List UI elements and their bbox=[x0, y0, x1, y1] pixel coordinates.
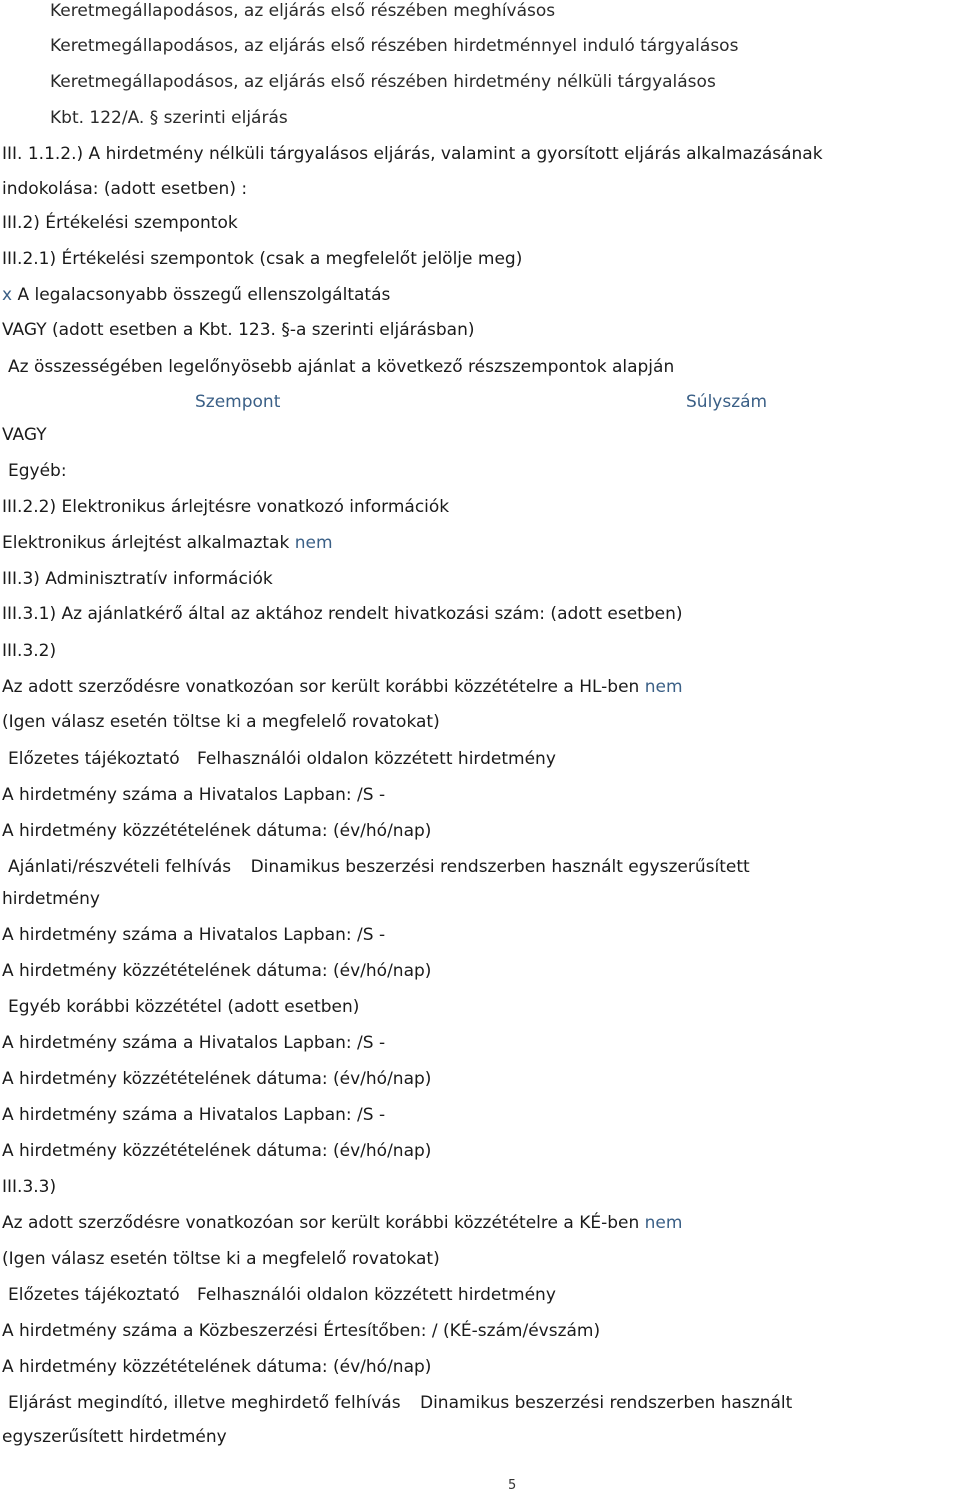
dps-notice-option-ke: Dinamikus beszerzési rendszerben használt bbox=[419, 1393, 793, 1413]
option-kbt-122a: Kbt. 122/A. § szerinti eljárás bbox=[50, 108, 288, 128]
ke-publication-question: Az adott szerződésre vonatkozóan sor került korábbi közzétételre a KÉ-ben bbox=[2, 1213, 640, 1233]
section-332-title: III.3.2) bbox=[2, 641, 57, 661]
option-framework-negotiated-with-notice: Keretmegállapodásos, az eljárás első részében hirdetménnyel induló tárgyalásos bbox=[50, 36, 739, 56]
notice-number-3: A hirdetmény száma a Hivatalos Lapban: /S - bbox=[2, 1033, 386, 1053]
oj-publication-question: Az adott szerződésre vonatkozóan sor került korábbi közzétételre a HL-ben bbox=[2, 677, 640, 697]
notice-date-2: A hirdetmény közzétételének dátuma: (év/hó/nap) bbox=[2, 961, 432, 981]
section-333-call bbox=[8, 1392, 960, 1414]
dps-notice-option: Dinamikus beszerzési rendszerben használt egyszerűsített bbox=[250, 857, 750, 877]
ke-publication-answer: nem bbox=[644, 1213, 683, 1233]
option-framework-restricted: Keretmegállapodásos, az eljárás első részében meghívásos bbox=[50, 1, 556, 21]
e-auction-value: nem bbox=[294, 533, 333, 553]
buyer-profile-option-ke: Felhasználói oldalon közzétett hirdetmény bbox=[197, 1285, 556, 1305]
or-separator: VAGY bbox=[2, 425, 47, 445]
ke-notice-date: A hirdetmény közzétételének dátuma: (év/hó/nap) bbox=[2, 1357, 432, 1377]
section-332-call bbox=[8, 856, 960, 878]
prior-info-option: Előzetes tájékoztató bbox=[8, 749, 180, 769]
e-auction-line bbox=[2, 532, 960, 554]
section-333-question bbox=[2, 1212, 960, 1234]
other-publication-option: Egyéb korábbi közzététel (adott esetben) bbox=[8, 997, 360, 1017]
buyer-profile-option: Felhasználói oldalon közzétett hirdetmény bbox=[197, 749, 556, 769]
notice-date-3: A hirdetmény közzétételének dátuma: (év/hó/nap) bbox=[2, 1069, 432, 1089]
section-3112-heading: III. 1.1.2.) A hirdetmény nélküli tárgyalásos eljárás, valamint a gyorsított eljárás alkalmazásának bbox=[2, 144, 823, 164]
notice-date-4: A hirdetmény közzétételének dátuma: (év/hó/nap) bbox=[2, 1141, 432, 1161]
section-332-question bbox=[2, 676, 960, 698]
section-333-hint: (Igen válasz esetén töltse ki a megfelelő rovatokat) bbox=[2, 1249, 440, 1269]
section-333-title: III.3.3) bbox=[2, 1177, 57, 1197]
section-322-title: III.2.2) Elektronikus árlejtésre vonatkozó információk bbox=[2, 497, 450, 517]
notice-number-2: A hirdetmény száma a Hivatalos Lapban: /S - bbox=[2, 925, 386, 945]
notice-number-4: A hirdetmény száma a Hivatalos Lapban: /S - bbox=[2, 1105, 386, 1125]
oj-publication-answer: nem bbox=[644, 677, 683, 697]
prior-info-option-ke: Előzetes tájékoztató bbox=[8, 1285, 180, 1305]
section-32-title: III.2) Értékelési szempontok bbox=[2, 213, 238, 233]
section-333-prior-info bbox=[8, 1284, 960, 1306]
section-332-hint: (Igen válasz esetén töltse ki a megfelelő rovatokat) bbox=[2, 712, 440, 732]
lowest-price-label: A legalacsonyabb összegű ellenszolgáltatás bbox=[17, 285, 391, 305]
e-auction-label: Elektronikus árlejtést alkalmaztak bbox=[2, 533, 290, 553]
section-3112-heading-cont: indokolása: (adott esetben) : bbox=[2, 179, 248, 199]
page-number: 5 bbox=[508, 1478, 517, 1493]
ke-notice-number: A hirdetmény száma a Közbeszerzési Értesítőben: / (KÉ-szám/évszám) bbox=[2, 1321, 601, 1341]
section-331-title: III.3.1) Az ajánlatkérő által az aktához rendelt hivatkozási szám: (adott esetben) bbox=[2, 604, 683, 624]
criterion-column-header: Szempont bbox=[195, 392, 281, 412]
dps-notice-option-ke-cont: egyszerűsített hirdetmény bbox=[2, 1427, 227, 1447]
notice-date-1: A hirdetmény közzétételének dátuma: (év/hó/nap) bbox=[2, 821, 432, 841]
section-332-prior-info bbox=[8, 748, 960, 770]
lowest-price-option bbox=[2, 284, 960, 306]
other-criteria-label: Egyéb: bbox=[8, 461, 67, 481]
best-value-option: Az összességében legelőnyösebb ajánlat a következő részszempontok alapján bbox=[8, 357, 675, 377]
section-33-title: III.3) Adminisztratív információk bbox=[2, 569, 273, 589]
or-kbt-123-line: VAGY (adott esetben a Kbt. 123. §-a szerinti eljárásban) bbox=[2, 320, 475, 340]
dps-notice-option-cont: hirdetmény bbox=[2, 889, 100, 909]
call-for-tender-option: Ajánlati/részvételi felhívás bbox=[8, 857, 232, 877]
section-321-title: III.2.1) Értékelési szempontok (csak a megfelelőt jelölje meg) bbox=[2, 249, 523, 269]
checkbox-mark: x bbox=[2, 285, 13, 305]
procedure-call-option: Eljárást megindító, illetve meghirdető felhívás bbox=[8, 1393, 401, 1413]
notice-number-1: A hirdetmény száma a Hivatalos Lapban: /S - bbox=[2, 785, 386, 805]
option-framework-negotiated-without-notice: Keretmegállapodásos, az eljárás első részében hirdetmény nélküli tárgyalásos bbox=[50, 72, 716, 92]
weight-column-header: Súlyszám bbox=[686, 392, 768, 412]
